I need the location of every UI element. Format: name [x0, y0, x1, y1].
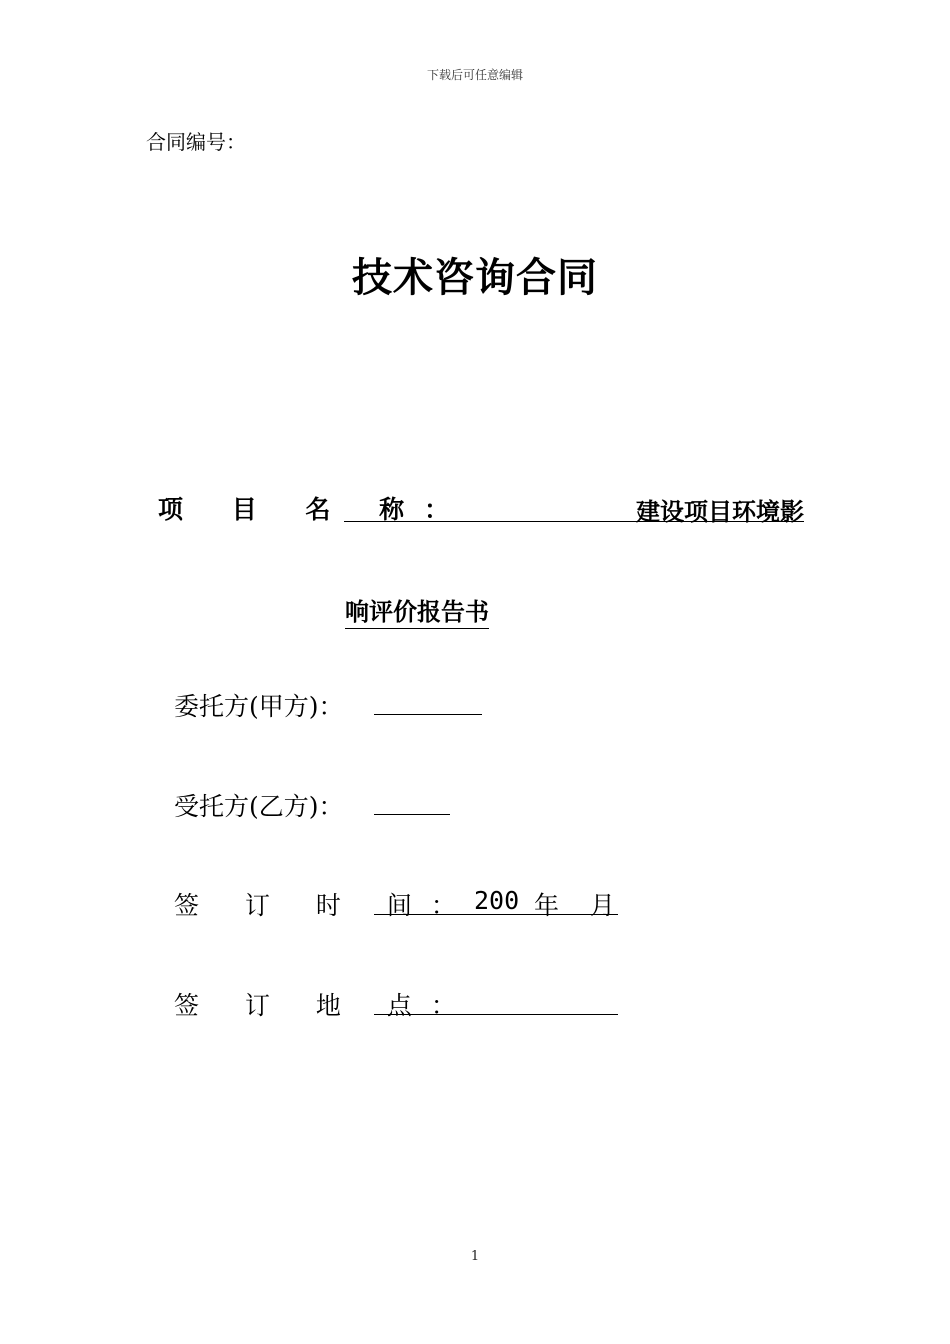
- trustee-blank-line: [374, 788, 450, 815]
- project-name-value-line1: 建设项目环境影: [636, 497, 804, 526]
- document-title: 技术咨询合同: [352, 255, 598, 301]
- trustee-label: 受托方(乙方)：: [174, 792, 344, 821]
- project-name-label: 项 目 名 称：: [158, 495, 470, 524]
- client-label: 委托方(甲方)：: [174, 692, 344, 721]
- client-blank-line: [374, 688, 482, 715]
- contract-number-label: 合同编号：: [146, 130, 246, 154]
- project-name-value-line2: 响评价报告书: [345, 592, 489, 629]
- sign-time-month-unit: 月: [590, 891, 616, 920]
- sign-time-year: 200: [474, 886, 520, 915]
- sign-time-year-unit: 年: [534, 891, 560, 920]
- sign-time-label: 签 订 时 间：: [174, 891, 475, 920]
- sign-place-label: 签 订 地 点：: [174, 991, 475, 1020]
- page-number: 1: [470, 1249, 480, 1264]
- header-note: 下载后可任意编辑: [426, 68, 523, 82]
- sign-place-blank-line: [374, 987, 618, 1015]
